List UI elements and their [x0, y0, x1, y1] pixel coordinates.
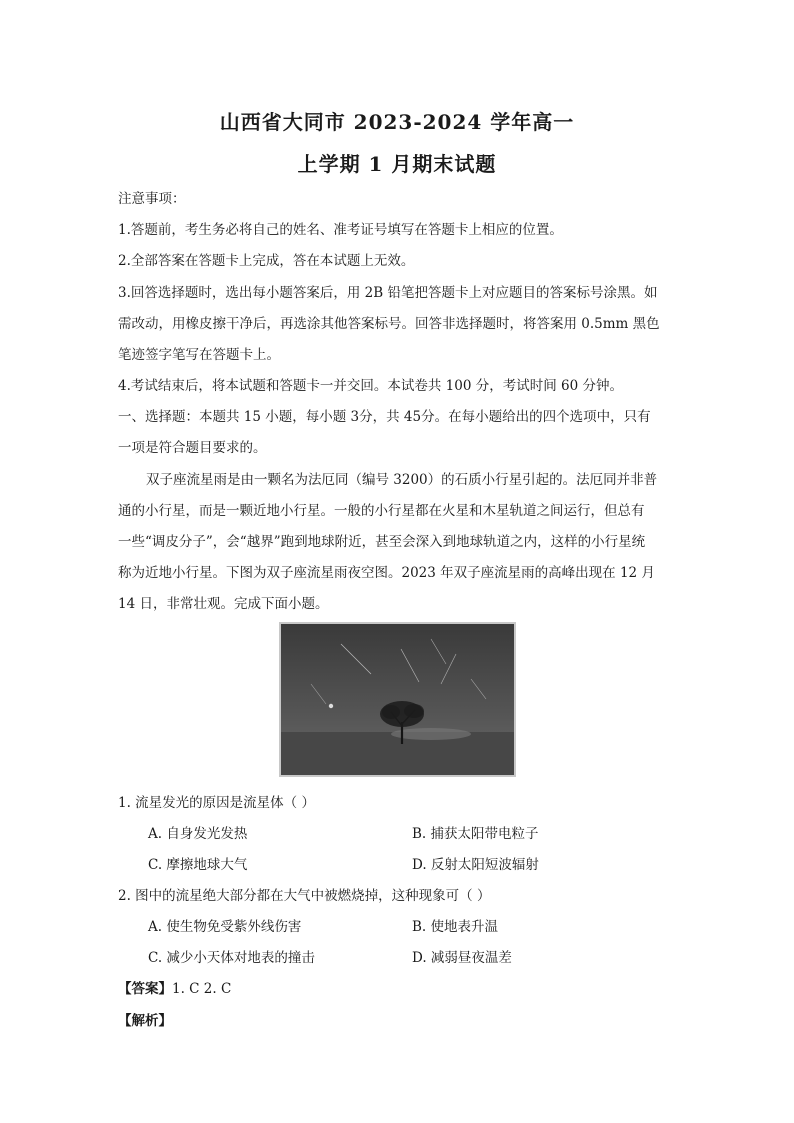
question-2-option-d[interactable]: D. 减弱昼夜温差	[412, 950, 512, 966]
meteor-shower-image	[281, 624, 514, 775]
notice-item-2: 2.全部答案在答题卡上完成，答在本试题上无效。	[118, 253, 415, 269]
passage-line-3: 一些“调皮分子”，会“越界”跑到地球附近，甚至会深入到地球轨道之内，这样的小行星统	[118, 534, 646, 550]
question-2-option-a[interactable]: A. 使生物免受紫外线伤害	[148, 919, 302, 935]
answer-text: 1. C 2. C	[172, 981, 232, 997]
notice-item-4: 4.考试结束后，将本试题和答题卡一并交回。本试卷共 100 分，考试时间 60 分钟。	[118, 378, 623, 394]
notice-item-3: 3.回答选择题时，选出每小题答案后，用 2B 铅笔把答题卡上对应题目的答案标号涂黑。如	[118, 285, 658, 301]
notice-item-3-cont: 需改动，用橡皮擦干净后，再选涂其他答案标号。回答非选择题时，将答案用 0.5mm 黑色	[118, 316, 660, 332]
section-heading: 一、选择题：本题共 15 小题，每小题 3分，共 45分。在每小题给出的四个选项中，只有	[118, 409, 651, 425]
meteor-shower-photo	[279, 622, 516, 777]
question-1-option-d[interactable]: D. 反射太阳短波辐射	[412, 857, 539, 873]
passage-line-2: 通的小行星，而是一颗近地小行星。一般的小行星都在火星和木星轨道之间运行，但总有	[118, 503, 645, 519]
passage-line-1: 双子座流星雨是由一颗名为法厄同（编号 3200）的石质小行星引起的。法厄同并非普	[146, 472, 658, 488]
question-1-option-c[interactable]: C. 摩擦地球大气	[148, 857, 248, 873]
question-2-option-b[interactable]: B. 使地表升温	[412, 919, 499, 935]
notice-item-1: 1.答题前，考生务必将自己的姓名、准考证号填写在答题卡上相应的位置。	[118, 222, 563, 238]
page-title-line2: 上学期 1 月期末试题	[297, 152, 497, 176]
passage-line-5: 14 日，非常壮观。完成下面小题。	[118, 596, 329, 612]
question-1-option-a[interactable]: A. 自身发光发热	[148, 826, 248, 842]
question-2-option-c[interactable]: C. 减少小天体对地表的撞击	[148, 950, 315, 966]
question-2-stem: 2. 图中的流星绝大部分都在大气中被燃烧掉，这种现象可（ ）	[118, 888, 491, 904]
analysis-label: 【解析】	[118, 1013, 172, 1029]
passage-line-4: 称为近地小行星。下图为双子座流星雨夜空图。2023 年双子座流星雨的高峰出现在 12 月	[118, 565, 655, 581]
answer-label: 【答案】	[118, 981, 172, 997]
section-heading-cont: 一项是符合题目要求的。	[118, 440, 267, 456]
question-1-option-b[interactable]: B. 捕获太阳带电粒子	[412, 826, 539, 842]
notice-heading: 注意事项：	[118, 191, 186, 207]
answer-line	[118, 977, 231, 997]
page-title-line1: 山西省大同市 2023-2024 学年高一	[219, 110, 575, 134]
notice-item-3-cont2: 笔迹签字笔写在答题卡上。	[118, 347, 280, 363]
question-1-stem: 1. 流星发光的原因是流星体（ ）	[118, 795, 315, 811]
